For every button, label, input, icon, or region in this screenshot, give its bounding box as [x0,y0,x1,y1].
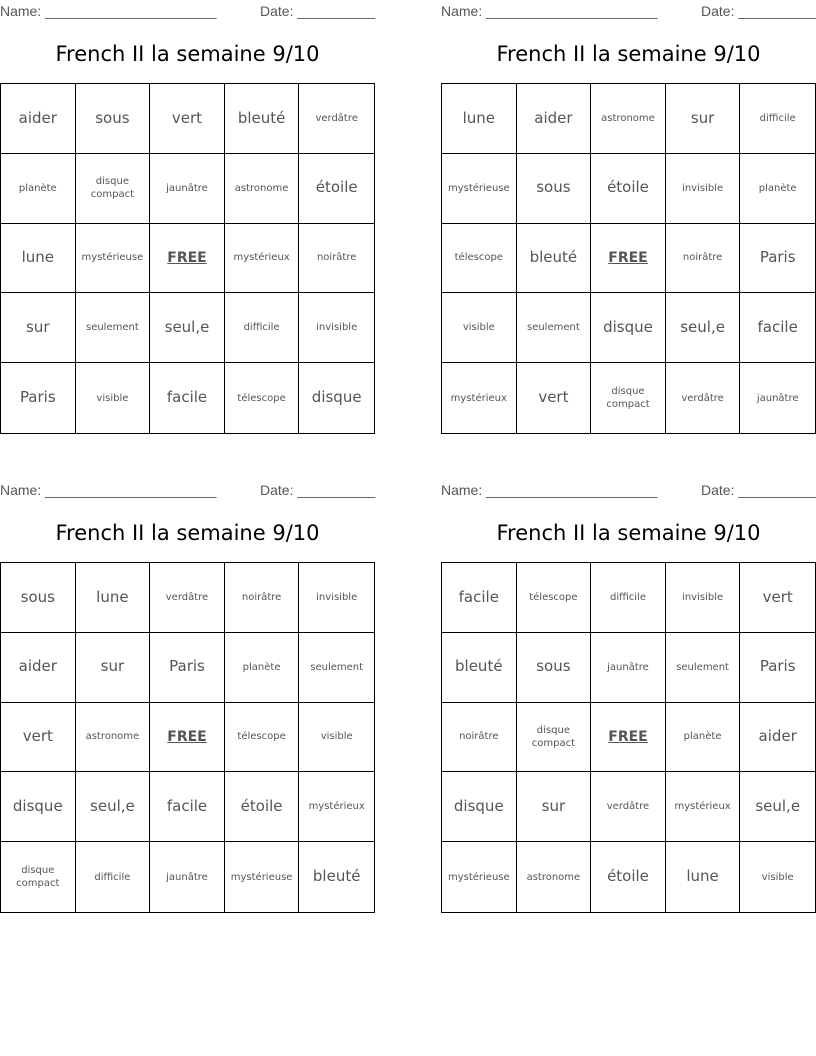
card-title: French II la semaine 9/10 [496,42,761,66]
bingo-cell: étoile [591,842,666,912]
bingo-cell: verdâtre [150,563,225,633]
bingo-cell: difficile [225,293,300,363]
card-title: French II la semaine 9/10 [55,521,320,545]
bingo-cell: planète [225,633,300,703]
bingo-cell: bleuté [312,867,361,886]
bingo-cell: astronome [517,842,592,912]
bingo-card-3 [0,479,375,914]
bingo-cell: mystérieuse [442,154,517,224]
bingo-cell: aider [1,84,76,154]
bingo-cell: astronome [76,703,151,773]
bingo-cell: aider [740,703,815,773]
bingo-cell: invisible [299,563,374,633]
bingo-cell: lune [666,842,741,912]
bingo-cell: visible [299,703,374,773]
bingo-cell: lune [76,563,151,633]
bingo-cell: jaunâtre [150,154,225,224]
bingo-cell: aider [1,633,76,703]
bingo-cell: astronome [225,154,300,224]
bingo-cell: sous [76,84,151,154]
date-line: Date: __________ [701,3,816,19]
bingo-cell: disque compact [1,842,76,912]
bingo-cell: vert [150,84,225,154]
bingo-cell: noirâtre [442,703,517,773]
bingo-cell: facile [740,293,815,363]
bingo-cell: lune [1,224,76,294]
bingo-cell: télescope [225,363,300,433]
free-space: FREE [591,703,666,773]
bingo-cell: invisible [666,563,741,633]
bingo-cell: invisible [666,154,741,224]
bingo-cell: bleuté [517,224,592,294]
bingo-cell: disque [1,772,76,842]
free-space: FREE [150,224,225,294]
bingo-cell: difficile [740,84,815,154]
bingo-grid [441,562,816,913]
bingo-cell: planète [740,154,815,224]
bingo-cell: seulement [666,633,741,703]
bingo-cell: Paris [1,363,76,433]
bingo-cell: sous [1,563,76,633]
bingo-cell: verdâtre [591,772,666,842]
bingo-cell: disque compact [76,154,151,224]
bingo-cell: lune [442,84,517,154]
bingo-grid [0,562,375,913]
bingo-cell: Paris [150,633,225,703]
bingo-card-2 [441,0,816,435]
bingo-cell: noirâtre [225,563,300,633]
bingo-cell: disque compact [591,363,666,433]
bingo-cell: sur [76,633,151,703]
free-space: FREE [150,703,225,773]
bingo-cell: jaunâtre [150,842,225,912]
bingo-cell: facile [150,772,225,842]
bingo-cell: mystérieuse [225,842,300,912]
bingo-cell: sur [1,293,76,363]
bingo-cell: facile [442,563,517,633]
bingo-cell: vert [1,703,76,773]
bingo-cell: seul,e [666,293,741,363]
date-line: Date: __________ [260,482,376,498]
bingo-cell: invisible [299,293,374,363]
bingo-cell: disque compact [517,703,592,773]
bingo-cell: noirâtre [666,224,741,294]
bingo-cell: seul,e [76,772,151,842]
bingo-cell: étoile [299,154,374,224]
bingo-cell: planète [1,154,76,224]
bingo-cell: vert [740,563,815,633]
bingo-cell: planète [666,703,741,773]
bingo-cell: étoile [591,154,666,224]
bingo-cell: Paris [740,224,815,294]
date-line: Date: __________ [701,482,816,498]
bingo-cell: jaunâtre [756,392,799,404]
bingo-cell: bleuté [225,84,300,154]
card-title: French II la semaine 9/10 [496,521,761,545]
bingo-cell: seul,e [740,772,815,842]
bingo-cell: mystérieux [225,224,300,294]
bingo-cell: étoile [225,772,300,842]
bingo-cell: difficile [76,842,151,912]
bingo-cell: sur [517,772,592,842]
bingo-cell: télescope [517,563,592,633]
bingo-card-4 [441,479,816,914]
bingo-cell: verdâtre [299,84,374,154]
date-line: Date: __________ [260,3,376,19]
bingo-cell: facile [150,363,225,433]
bingo-cell: télescope [225,703,300,773]
card-title: French II la semaine 9/10 [55,42,320,66]
bingo-cell: visible [76,363,151,433]
bingo-cell: mystérieuse [76,224,151,294]
bingo-cell: seulement [299,633,374,703]
bingo-cell: visible [442,293,517,363]
bingo-cell: télescope [442,224,517,294]
bingo-cell: mystérieuse [442,842,517,912]
name-line: Name: ______________________ [0,482,217,498]
bingo-cell: verdâtre [666,363,741,433]
bingo-cell: seulement [517,293,592,363]
bingo-cell: bleuté [442,633,517,703]
bingo-cell: difficile [591,563,666,633]
name-line: Name: ______________________ [441,3,658,19]
bingo-cell: Paris [740,633,815,703]
bingo-cell: noirâtre [299,224,374,294]
free-space: FREE [591,224,666,294]
bingo-grid [441,83,816,434]
bingo-grid [0,83,375,434]
bingo-cell: sous [517,633,592,703]
bingo-cell: mystérieux [299,772,374,842]
bingo-card-1 [0,0,375,435]
bingo-cell: sous [517,154,592,224]
name-line: Name: ______________________ [441,482,658,498]
bingo-cell: seul,e [150,293,225,363]
bingo-cell: jaunâtre [591,633,666,703]
bingo-cell: mystérieux [442,363,517,433]
bingo-cell: vert [517,363,592,433]
name-line: Name: ______________________ [0,3,217,19]
bingo-cell: astronome [591,84,666,154]
bingo-cell: disque [591,293,666,363]
bingo-cell: visible [761,871,794,883]
bingo-cell: disque [442,772,517,842]
bingo-cell: aider [517,84,592,154]
bingo-cell: disque [311,388,362,407]
bingo-cell: seulement [76,293,151,363]
bingo-cell: mystérieux [666,772,741,842]
bingo-cell: sur [666,84,741,154]
